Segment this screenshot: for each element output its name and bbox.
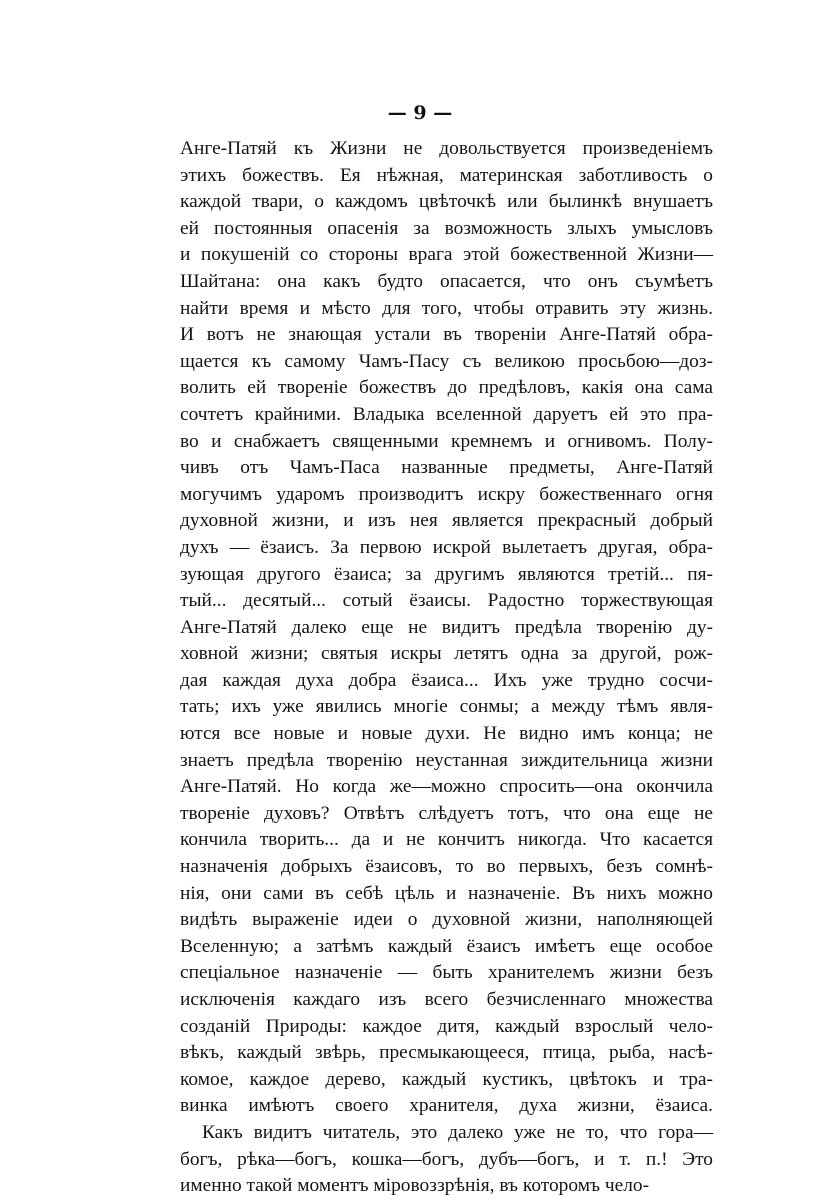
text-line: чивъ отъ Чамъ-Паса названные предметы, Анге-Патяй — [180, 457, 713, 479]
text-line: комое, каждое дерево, каждый кустикъ, цвѣтокъ и тра- — [180, 1068, 713, 1090]
text-line: именно такой моментъ міровоззрѣнія, въ которомъ чело- — [180, 1175, 650, 1197]
text-line: этихъ божествъ. Ея нѣжная, материнская заботливость о — [180, 164, 713, 186]
text-line: зующая другого ёзаиса; за другимъ являются третій... пя- — [180, 563, 713, 585]
text-line: и покушеній со стороны врага этой божественной Жизни— — [180, 244, 713, 266]
text-line: духъ — ёзаисъ. За первою искрой вылетаетъ другая, обра- — [180, 536, 713, 558]
text-line: Анге-Патяй къ Жизни не довольствуется произведеніемъ — [180, 138, 713, 159]
page-number: — 9 — — [387, 102, 453, 124]
text-line: ются все новые и новые духи. Не видно имъ конца; не — [180, 723, 713, 745]
text-line: знаетъ предѣла творенію неустанная зиждительница жизни — [180, 749, 713, 771]
text-line: ховной жизни; святыя искры летятъ одна за другой, рож- — [180, 643, 713, 665]
text-line: могучимъ ударомъ производитъ искру божественнаго огня — [180, 483, 713, 505]
text-line: щается къ самому Чамъ-Пасу съ великою просьбою—доз- — [180, 350, 713, 372]
paragraph-2 — [180, 1120, 713, 1200]
text-line: Какъ видитъ читатель, это далеко уже не то, что гора— — [202, 1121, 713, 1143]
text-line: во и снабжаетъ священными кремнемъ и огнивомъ. Полу- — [180, 430, 713, 452]
body-text — [180, 136, 713, 1200]
text-line: ей постоянныя опасенія за возможность злыхъ умысловъ — [180, 217, 713, 239]
text-line: Вселенную; а затѣмъ каждый ёзаисъ имѣетъ еще особое — [180, 935, 713, 957]
text-line: сочтетъ крайними. Владыка вселенной даруетъ ей это пра- — [180, 403, 713, 425]
text-line: видѣть выраженіе идеи о духовной жизни, наполняющей — [180, 909, 713, 931]
text-line: тый... десятый... сотый ёзаисы. Радостно торжествующая — [180, 590, 713, 612]
text-line: назначенія добрыхъ ёзаисовъ, то во первыхъ, безъ сомнѣ- — [180, 856, 713, 878]
text-line: духовной жизни, и изъ нея является прекрасный добрый — [180, 510, 713, 532]
text-line: твореніе духовъ? Отвѣтъ слѣдуетъ тотъ, что она еще не — [180, 802, 713, 824]
text-line: нія, они сами въ себѣ цѣль и назначеніе. Въ нихъ можно — [180, 882, 713, 904]
text-line: Анге-Патяй далеко еще не видитъ предѣла творенію ду- — [180, 616, 713, 638]
text-line: спеціальное назначеніе — быть хранителемъ жизни безъ — [180, 962, 713, 984]
text-line: И вотъ не знающая устали въ твореніи Анге-Патяй обра- — [180, 324, 713, 346]
text-line: богъ, рѣка—богъ, кошка—богъ, дубъ—богъ, и т. п.! Это — [180, 1148, 713, 1170]
text-line: Шайтана: она какъ будто опасается, что онъ съумѣетъ — [180, 270, 713, 292]
paragraph-1 — [180, 136, 713, 1120]
text-line: исключенія каждаго изъ всего безчисленнаго множества — [180, 989, 713, 1010]
text-line: созданій Природы: каждое дитя, каждый взрослый чело- — [180, 1015, 713, 1037]
text-line: волить ей твореніе божествъ до предѣловъ, какія она сама — [180, 377, 713, 399]
text-line: винка имѣютъ своего хранителя, духа жизни, ёзаиса. — [180, 1095, 713, 1117]
text-line: каждой твари, о каждомъ цвѣточкѣ или былинкѣ внушаетъ — [180, 191, 713, 213]
text-line: Анге-Патяй. Но когда же—можно спросить—она окончила — [180, 776, 713, 798]
text-line: кончила творить... да и не кончитъ никогда. Что касается — [180, 829, 713, 851]
text-line: найти время и мѣсто для того, чтобы отравить эту жизнь. — [180, 297, 713, 319]
text-line: тать; ихъ уже явились многіе сонмы; а между тѣмъ явля- — [180, 696, 713, 718]
text-line: вѣкъ, каждый звѣрь, пресмыкающееся, птица, рыба, насѣ- — [180, 1042, 713, 1064]
text-line: дая каждая духа добра ёзаиса... Ихъ уже трудно сосчи- — [180, 669, 713, 691]
